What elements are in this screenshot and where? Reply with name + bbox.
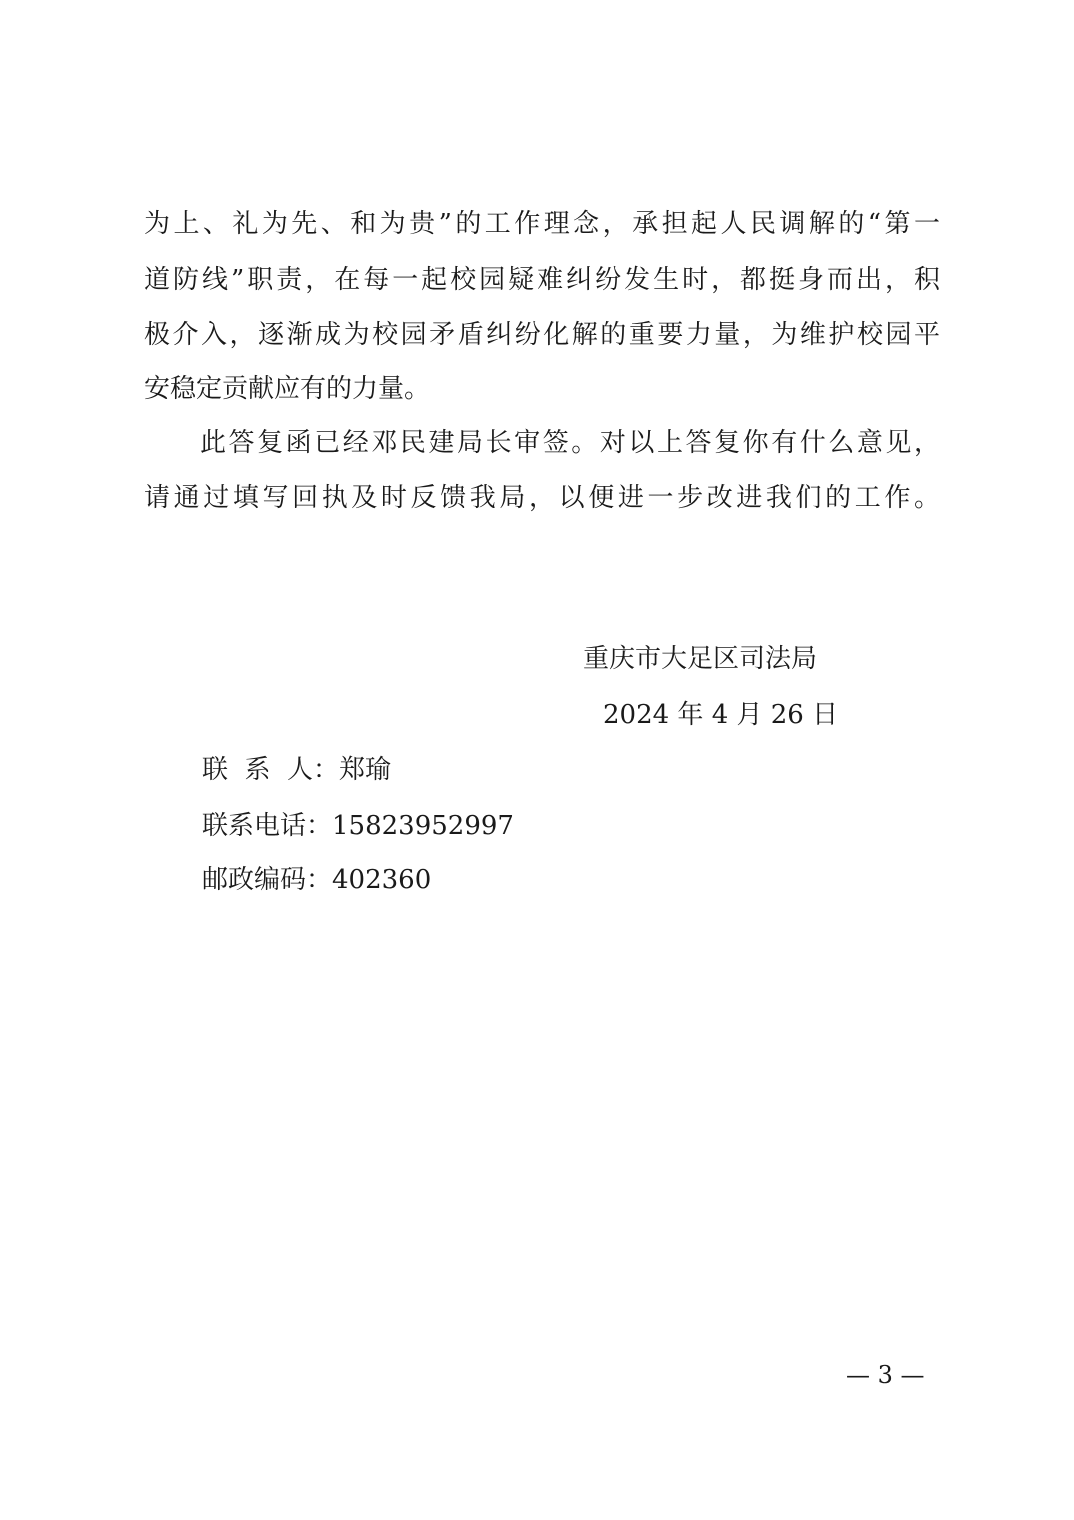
issue-date: 2024 年 4 月 26 日 bbox=[603, 700, 839, 730]
paragraph-1-line-2: 道防线”职责，在每一起校园疑难纠纷发生时，都挺身而出，积 bbox=[144, 265, 940, 295]
paragraph-1-line-3: 极介入，逐渐成为校园矛盾纠纷化解的重要力量，为维护校园平 bbox=[144, 320, 940, 350]
paragraph-1-line-1: 为上、礼为先、和为贵”的工作理念，承担起人民调解的“第一 bbox=[144, 209, 940, 239]
contact-phone: 联系电话：15823952997 bbox=[202, 811, 514, 841]
paragraph-2-line-1: 此答复函已经邓民建局长审签。对以上答复你有什么意见， bbox=[200, 428, 940, 458]
page-number: — 3 — bbox=[846, 1361, 925, 1389]
paragraph-1-line-4: 安稳定贡献应有的力量。 bbox=[144, 374, 431, 404]
paragraph-2-line-2: 请通过填写回执及时反馈我局，以便进一步改进我们的工作。 bbox=[144, 483, 940, 513]
issuing-organization: 重庆市大足区司法局 bbox=[583, 644, 818, 674]
contact-person: 联 系 人：郑瑜 bbox=[202, 755, 392, 785]
postal-code: 邮政编码：402360 bbox=[202, 865, 432, 895]
